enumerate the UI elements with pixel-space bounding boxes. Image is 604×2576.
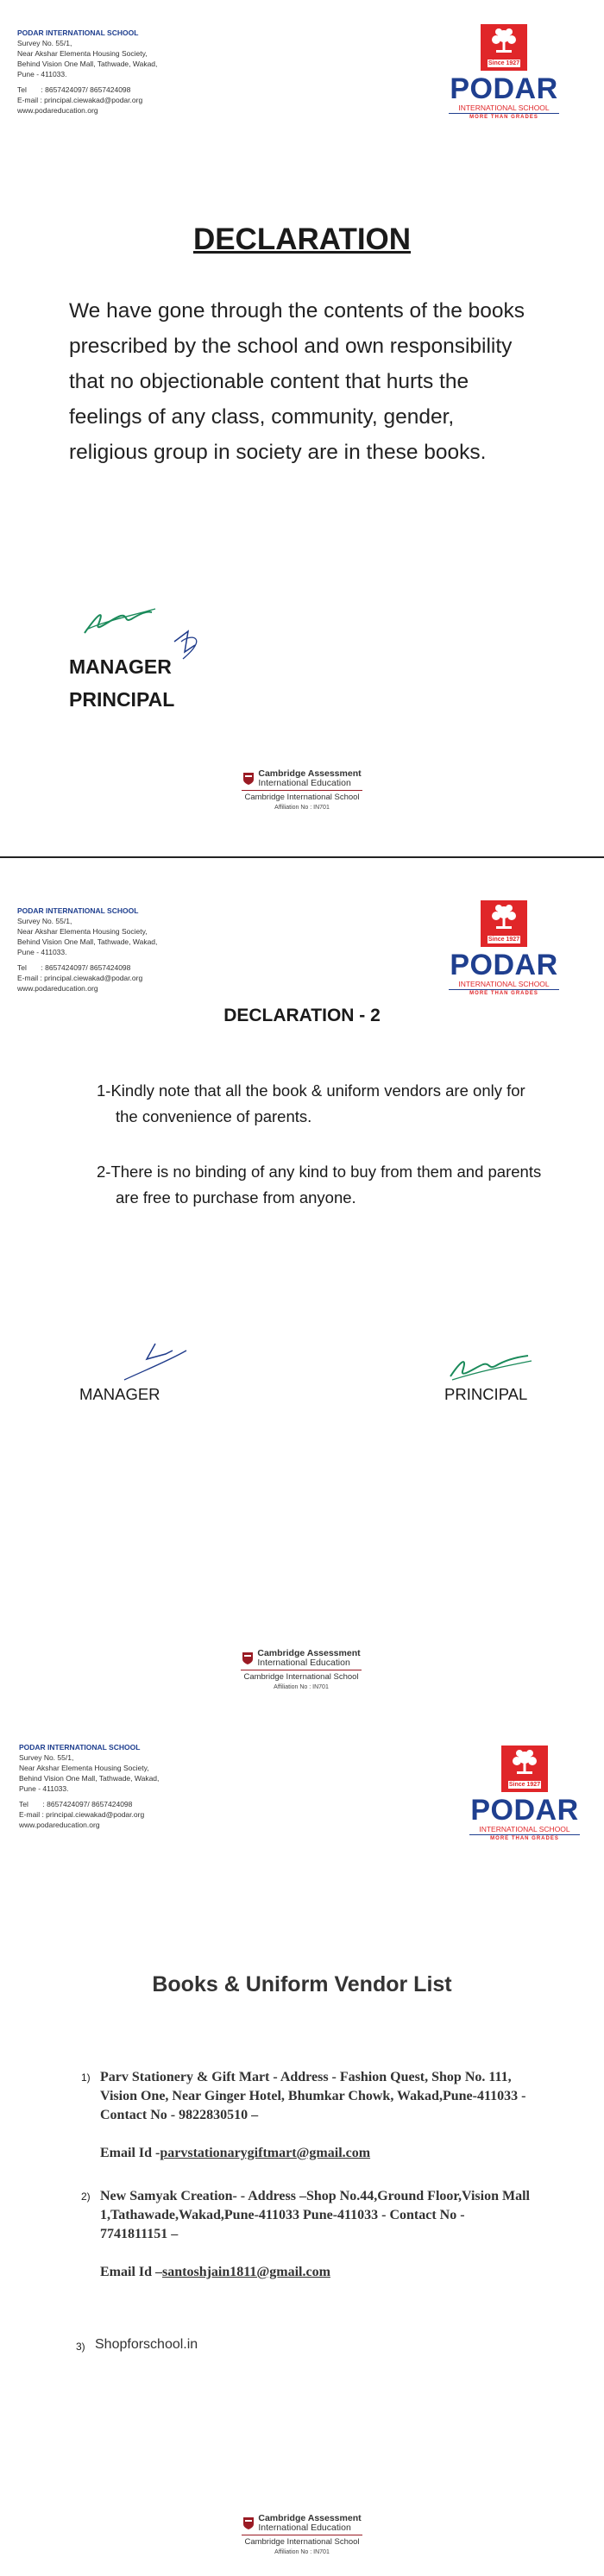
tree-icon bbox=[481, 900, 527, 947]
podar-logo bbox=[464, 1746, 585, 1841]
logo-subtitle: INTERNATIONAL SCHOOL bbox=[479, 1825, 570, 1833]
cambridge-line1: Cambridge Assessment bbox=[258, 2513, 362, 2523]
email-label: Email Id - bbox=[100, 2146, 160, 2160]
affiliation-number: Affiliation No : IN701 bbox=[274, 1684, 329, 1690]
cambridge-shield-icon bbox=[242, 2516, 255, 2530]
logo-name: PODAR bbox=[470, 1794, 579, 1827]
logo-tagline: MORE THAN GRADES bbox=[469, 115, 538, 120]
vendor-3-website[interactable]: Shopforschool.in bbox=[95, 2337, 198, 2352]
manager-label: MANAGER bbox=[69, 655, 172, 678]
address-line: Survey No. 55/1, bbox=[17, 39, 72, 47]
declaration-item-2: 2-There is no binding of any kind to buy from them and parents are free to purchase from anyone. bbox=[97, 1163, 542, 1207]
school-website: www.podareducation.org bbox=[19, 1821, 100, 1829]
school-address-block bbox=[17, 906, 157, 993]
vendor-number: 1) bbox=[81, 2071, 91, 2084]
logo-tagline: MORE THAN GRADES bbox=[490, 1836, 559, 1841]
cambridge-shield-icon bbox=[242, 772, 255, 786]
school-email: E-mail : principal.ciewakad@podar.org bbox=[19, 1810, 145, 1819]
declaration-body: We have gone through the contents of the books prescribed by the school and own responsibility that no objectionable content that hurts the feelings of any class, community, gender, religious group in society are in these books. bbox=[69, 299, 525, 464]
address-line: Pune - 411033. bbox=[17, 948, 67, 956]
address-line: Behind Vision One Mall, Tathwade, Wakad, bbox=[17, 937, 158, 946]
cambridge-line2: International Education bbox=[257, 1658, 350, 1668]
cambridge-line2: International Education bbox=[258, 778, 351, 788]
cambridge-logo bbox=[207, 2514, 397, 2555]
tree-icon bbox=[501, 1746, 548, 1792]
cambridge-line2: International Education bbox=[258, 2523, 351, 2533]
school-address-block bbox=[17, 28, 157, 116]
school-name: PODAR INTERNATIONAL SCHOOL bbox=[17, 28, 139, 37]
affiliation-number: Affiliation No : IN701 bbox=[274, 805, 330, 811]
vendor-1-details: Parv Stationery & Gift Mart - Address - Fashion Quest, Shop No. 111, Vision One, Near Ginger Hotel, Bhumkar Chowk, Wakad,Pune-411033 - Contact No - 9822830510 – bbox=[100, 2070, 526, 2122]
address-line: Survey No. 55/1, bbox=[17, 917, 72, 925]
podar-logo bbox=[444, 24, 564, 120]
affiliation-number: Affiliation No : IN701 bbox=[274, 2549, 330, 2555]
address-line: Near Akshar Elementa Housing Society, bbox=[17, 927, 148, 936]
school-website: www.podareducation.org bbox=[17, 984, 98, 993]
tree-icon bbox=[481, 24, 527, 71]
school-tel: Tel : 8657424097/ 8657424098 bbox=[19, 1800, 133, 1808]
vendor-1-email-row bbox=[100, 2146, 370, 2161]
manager-label: MANAGER bbox=[79, 1385, 160, 1403]
school-name: PODAR INTERNATIONAL SCHOOL bbox=[17, 906, 139, 915]
school-name: PODAR INTERNATIONAL SCHOOL bbox=[19, 1743, 141, 1752]
address-line: Near Akshar Elementa Housing Society, bbox=[19, 1764, 149, 1772]
since-badge: Since 1927 bbox=[488, 937, 520, 943]
since-badge: Since 1927 bbox=[488, 60, 520, 66]
address-line: Near Akshar Elementa Housing Society, bbox=[17, 49, 148, 58]
cambridge-shield-icon bbox=[242, 1652, 254, 1665]
cambridge-line1: Cambridge Assessment bbox=[258, 768, 362, 779]
cambridge-logo bbox=[207, 769, 397, 811]
since-badge: Since 1927 bbox=[508, 1782, 541, 1788]
cambridge-logo bbox=[206, 1649, 396, 1690]
principal-label: PRINCIPAL bbox=[444, 1385, 528, 1403]
address-line: Pune - 411033. bbox=[17, 70, 67, 78]
address-line: Pune - 411033. bbox=[19, 1784, 69, 1793]
school-address-block bbox=[19, 1742, 159, 1830]
address-line: Behind Vision One Mall, Tathwade, Wakad, bbox=[17, 60, 158, 68]
page-declaration-2 bbox=[0, 864, 604, 1699]
logo-name: PODAR bbox=[450, 949, 558, 981]
principal-label: PRINCIPAL bbox=[69, 688, 175, 711]
cambridge-line3: Cambridge International School bbox=[243, 1672, 359, 1682]
logo-subtitle: INTERNATIONAL SCHOOL bbox=[458, 103, 550, 112]
vendor-number: 2) bbox=[81, 2191, 91, 2203]
school-email: E-mail : principal.ciewakad@podar.org bbox=[17, 96, 143, 104]
page-title: Books & Uniform Vendor List bbox=[152, 1972, 452, 1996]
cambridge-line1: Cambridge Assessment bbox=[257, 1648, 361, 1658]
address-line: Behind Vision One Mall, Tathwade, Wakad, bbox=[19, 1774, 160, 1783]
logo-tagline: MORE THAN GRADES bbox=[469, 991, 538, 996]
cambridge-line3: Cambridge International School bbox=[244, 793, 360, 802]
school-website: www.podareducation.org bbox=[17, 106, 98, 115]
page-declaration bbox=[0, 0, 604, 854]
logo-name: PODAR bbox=[450, 72, 558, 105]
school-tel: Tel : 8657424097/ 8657424098 bbox=[17, 963, 131, 972]
school-tel: Tel : 8657424097/ 8657424098 bbox=[17, 85, 131, 94]
page-title: DECLARATION bbox=[192, 223, 412, 256]
vendor-2-details: New Samyak Creation- - Address –Shop No.44,Ground Floor,Vision Mall 1,Tathawade,Wakad,Pune-411033 Pune-411033 - Contact No - 7741811151 – bbox=[100, 2189, 530, 2241]
school-email: E-mail : principal.ciewakad@podar.org bbox=[17, 974, 143, 982]
vendor-number: 3) bbox=[76, 2341, 85, 2353]
vendor-2-email-link[interactable]: santoshjain1811@gmail.com bbox=[162, 2265, 330, 2279]
podar-logo bbox=[444, 900, 564, 996]
page-vendor-list bbox=[0, 1708, 604, 2576]
address-line: Survey No. 55/1, bbox=[19, 1753, 74, 1762]
logo-subtitle: INTERNATIONAL SCHOOL bbox=[458, 980, 550, 988]
declaration-item-1: 1-Kindly note that all the book & uniform vendors are only for the convenience of parents. bbox=[97, 1081, 525, 1125]
vendor-2-email-row bbox=[100, 2265, 330, 2280]
page-title: DECLARATION - 2 bbox=[223, 1006, 381, 1025]
email-label: Email Id – bbox=[100, 2265, 163, 2279]
principal-signature bbox=[445, 1344, 540, 1387]
cambridge-line3: Cambridge International School bbox=[244, 2537, 360, 2547]
vendor-1-email-link[interactable]: parvstationarygiftmart@gmail.com bbox=[160, 2146, 371, 2160]
manager-signature bbox=[121, 1335, 190, 1387]
